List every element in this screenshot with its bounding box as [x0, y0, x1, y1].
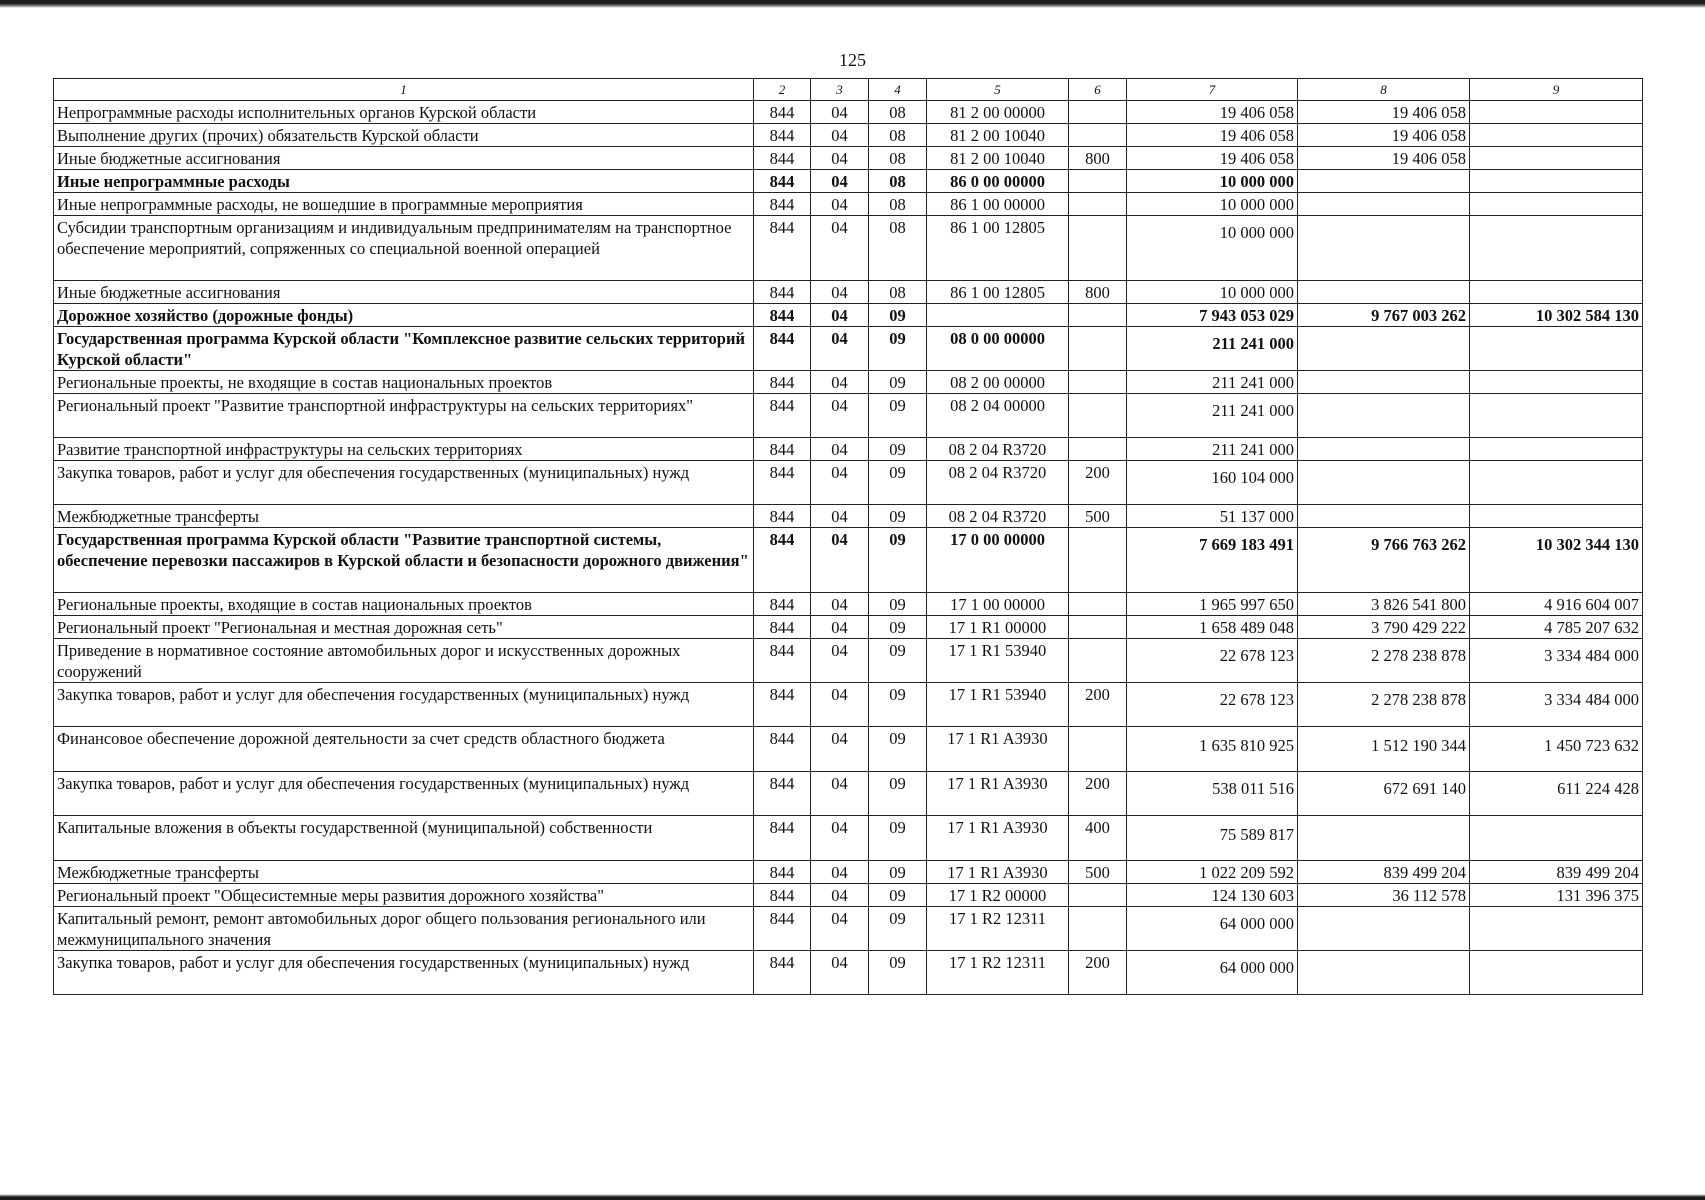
subsection-code-cell: 09 — [869, 884, 927, 907]
amount-col8-cell: 672 691 140 — [1298, 772, 1470, 816]
amount-col9-cell: 10 302 584 130 — [1470, 304, 1643, 327]
amount-col9-cell — [1470, 438, 1643, 461]
amount-col7-cell: 22 678 123 — [1127, 639, 1298, 683]
amount-col7-cell: 211 241 000 — [1127, 327, 1298, 371]
amount-col9-cell: 3 334 484 000 — [1470, 683, 1643, 727]
amount-col9-cell — [1470, 124, 1643, 147]
table-row — [54, 327, 1643, 371]
amount-col8-cell — [1298, 193, 1470, 216]
admin-code-cell: 844 — [754, 461, 811, 505]
expense-type-cell: 800 — [1069, 281, 1127, 304]
section-code-cell: 04 — [811, 147, 869, 170]
amount-col9-cell — [1470, 505, 1643, 528]
amount-col7-cell: 7 943 053 029 — [1127, 304, 1298, 327]
col-header: 3 — [811, 79, 869, 101]
target-article-cell — [927, 304, 1069, 327]
amount-col8-cell: 2 278 238 878 — [1298, 639, 1470, 683]
subsection-code-cell: 09 — [869, 505, 927, 528]
amount-col7-cell: 19 406 058 — [1127, 101, 1298, 124]
row-name-cell: Региональные проекты, не входящие в состав национальных проектов — [54, 371, 754, 394]
admin-code-cell: 844 — [754, 327, 811, 371]
table-row — [54, 505, 1643, 528]
row-name-cell: Выполнение других (прочих) обязательств Курской области — [54, 124, 754, 147]
expense-type-cell: 200 — [1069, 461, 1127, 505]
row-name-cell: Иные бюджетные ассигнования — [54, 281, 754, 304]
table-row — [54, 593, 1643, 616]
row-name-cell: Межбюджетные трансферты — [54, 505, 754, 528]
table-row — [54, 461, 1643, 505]
amount-col7-cell: 64 000 000 — [1127, 907, 1298, 951]
admin-code-cell: 844 — [754, 772, 811, 816]
amount-col7-cell: 22 678 123 — [1127, 683, 1298, 727]
section-code-cell: 04 — [811, 593, 869, 616]
row-name-cell: Государственная программа Курской области "Развитие транспортной системы, обеспечение перевозки пассажиров в Курской области и безопасности дорожного движения" — [54, 528, 754, 593]
expense-type-cell — [1069, 101, 1127, 124]
amount-col8-cell — [1298, 170, 1470, 193]
col-header: 2 — [754, 79, 811, 101]
table-row — [54, 124, 1643, 147]
amount-col8-cell — [1298, 907, 1470, 951]
admin-code-cell: 844 — [754, 124, 811, 147]
row-name-cell: Капитальные вложения в объекты государственной (муниципальной) собственности — [54, 816, 754, 861]
expense-type-cell: 200 — [1069, 951, 1127, 995]
expense-type-cell — [1069, 907, 1127, 951]
subsection-code-cell: 08 — [869, 147, 927, 170]
subsection-code-cell: 08 — [869, 124, 927, 147]
amount-col7-cell: 19 406 058 — [1127, 147, 1298, 170]
subsection-code-cell: 09 — [869, 438, 927, 461]
expense-type-cell — [1069, 170, 1127, 193]
amount-col8-cell: 19 406 058 — [1298, 101, 1470, 124]
table-row — [54, 371, 1643, 394]
amount-col7-cell: 538 011 516 — [1127, 772, 1298, 816]
header-row — [54, 79, 1643, 101]
amount-col8-cell: 19 406 058 — [1298, 124, 1470, 147]
amount-col7-cell: 211 241 000 — [1127, 371, 1298, 394]
amount-col9-cell: 1 450 723 632 — [1470, 727, 1643, 772]
admin-code-cell: 844 — [754, 727, 811, 772]
subsection-code-cell: 09 — [869, 616, 927, 639]
row-name-cell: Региональный проект "Развитие транспортной инфраструктуры на сельских территориях" — [54, 394, 754, 438]
subsection-code-cell: 09 — [869, 861, 927, 884]
amount-col7-cell: 64 000 000 — [1127, 951, 1298, 995]
target-article-cell: 17 1 R1 53940 — [927, 639, 1069, 683]
target-article-cell: 08 2 04 R3720 — [927, 461, 1069, 505]
col-header: 7 — [1127, 79, 1298, 101]
section-code-cell: 04 — [811, 438, 869, 461]
target-article-cell: 86 1 00 12805 — [927, 216, 1069, 281]
row-name-cell: Финансовое обеспечение дорожной деятельности за счет средств областного бюджета — [54, 727, 754, 772]
subsection-code-cell: 08 — [869, 216, 927, 281]
row-name-cell: Закупка товаров, работ и услуг для обеспечения государственных (муниципальных) нужд — [54, 683, 754, 727]
row-name-cell: Субсидии транспортным организациям и индивидуальным предпринимателям на транспортное обеспечение мероприятий, сопряженных со специальной военной операцией — [54, 216, 754, 281]
table-row — [54, 528, 1643, 593]
scan-edge-top — [0, 0, 1705, 8]
section-code-cell: 04 — [811, 727, 869, 772]
amount-col9-cell — [1470, 816, 1643, 861]
amount-col7-cell: 10 000 000 — [1127, 281, 1298, 304]
amount-col8-cell: 9 767 003 262 — [1298, 304, 1470, 327]
row-name-cell: Дорожное хозяйство (дорожные фонды) — [54, 304, 754, 327]
section-code-cell: 04 — [811, 683, 869, 727]
amount-col8-cell — [1298, 327, 1470, 371]
admin-code-cell: 844 — [754, 616, 811, 639]
subsection-code-cell: 09 — [869, 907, 927, 951]
amount-col7-cell: 211 241 000 — [1127, 438, 1298, 461]
target-article-cell: 17 1 R1 A3930 — [927, 816, 1069, 861]
section-code-cell: 04 — [811, 170, 869, 193]
section-code-cell: 04 — [811, 861, 869, 884]
amount-col8-cell — [1298, 216, 1470, 281]
table-row — [54, 816, 1643, 861]
col-header: 6 — [1069, 79, 1127, 101]
amount-col9-cell — [1470, 951, 1643, 995]
amount-col8-cell: 3 790 429 222 — [1298, 616, 1470, 639]
amount-col7-cell: 1 658 489 048 — [1127, 616, 1298, 639]
row-name-cell: Капитальный ремонт, ремонт автомобильных дорог общего пользования регионального или межмуниципального значения — [54, 907, 754, 951]
amount-col8-cell — [1298, 461, 1470, 505]
subsection-code-cell: 09 — [869, 639, 927, 683]
expense-type-cell: 800 — [1069, 147, 1127, 170]
subsection-code-cell: 09 — [869, 304, 927, 327]
expense-type-cell — [1069, 528, 1127, 593]
row-name-cell: Иные бюджетные ассигнования — [54, 147, 754, 170]
subsection-code-cell: 08 — [869, 170, 927, 193]
admin-code-cell: 844 — [754, 394, 811, 438]
subsection-code-cell: 09 — [869, 327, 927, 371]
admin-code-cell: 844 — [754, 593, 811, 616]
amount-col7-cell: 124 130 603 — [1127, 884, 1298, 907]
target-article-cell: 17 1 R1 53940 — [927, 683, 1069, 727]
amount-col8-cell: 9 766 763 262 — [1298, 528, 1470, 593]
subsection-code-cell: 09 — [869, 951, 927, 995]
table-row — [54, 727, 1643, 772]
row-name-cell: Иные непрограммные расходы, не вошедшие в программные мероприятия — [54, 193, 754, 216]
section-code-cell: 04 — [811, 193, 869, 216]
target-article-cell: 08 2 04 R3720 — [927, 438, 1069, 461]
row-name-cell: Непрограммные расходы исполнительных органов Курской области — [54, 101, 754, 124]
subsection-code-cell: 08 — [869, 101, 927, 124]
page-number: 125 — [839, 50, 866, 70]
expense-type-cell — [1069, 394, 1127, 438]
expense-type-cell — [1069, 193, 1127, 216]
expense-type-cell: 200 — [1069, 683, 1127, 727]
table-row — [54, 304, 1643, 327]
amount-col7-cell: 51 137 000 — [1127, 505, 1298, 528]
row-name-cell: Развитие транспортной инфраструктуры на сельских территориях — [54, 438, 754, 461]
subsection-code-cell: 09 — [869, 727, 927, 772]
target-article-cell: 86 0 00 00000 — [927, 170, 1069, 193]
section-code-cell: 04 — [811, 371, 869, 394]
expense-type-cell: 200 — [1069, 772, 1127, 816]
amount-col8-cell: 19 406 058 — [1298, 147, 1470, 170]
col-header: 5 — [927, 79, 1069, 101]
admin-code-cell: 844 — [754, 861, 811, 884]
amount-col9-cell — [1470, 461, 1643, 505]
admin-code-cell: 844 — [754, 907, 811, 951]
target-article-cell: 86 1 00 12805 — [927, 281, 1069, 304]
amount-col9-cell — [1470, 101, 1643, 124]
table-row — [54, 193, 1643, 216]
amount-col9-cell: 4 916 604 007 — [1470, 593, 1643, 616]
table-row — [54, 438, 1643, 461]
expense-type-cell — [1069, 124, 1127, 147]
target-article-cell: 17 1 R2 12311 — [927, 907, 1069, 951]
target-article-cell: 08 2 04 R3720 — [927, 505, 1069, 528]
expense-type-cell — [1069, 593, 1127, 616]
expense-type-cell — [1069, 216, 1127, 281]
target-article-cell: 17 1 R1 A3930 — [927, 727, 1069, 772]
admin-code-cell: 844 — [754, 147, 811, 170]
row-name-cell: Региональный проект "Региональная и местная дорожная сеть" — [54, 616, 754, 639]
amount-col7-cell: 1 022 209 592 — [1127, 861, 1298, 884]
row-name-cell: Государственная программа Курской области "Комплексное развитие сельских территорий Курской области" — [54, 327, 754, 371]
expense-type-cell: 500 — [1069, 861, 1127, 884]
admin-code-cell: 844 — [754, 371, 811, 394]
amount-col7-cell: 160 104 000 — [1127, 461, 1298, 505]
amount-col8-cell — [1298, 438, 1470, 461]
table-row — [54, 394, 1643, 438]
subsection-code-cell: 08 — [869, 193, 927, 216]
expense-type-cell — [1069, 371, 1127, 394]
admin-code-cell: 844 — [754, 683, 811, 727]
amount-col7-cell: 1 635 810 925 — [1127, 727, 1298, 772]
section-code-cell: 04 — [811, 216, 869, 281]
expense-type-cell — [1069, 727, 1127, 772]
expense-type-cell — [1069, 327, 1127, 371]
expense-type-cell: 500 — [1069, 505, 1127, 528]
target-article-cell: 17 0 00 00000 — [927, 528, 1069, 593]
section-code-cell: 04 — [811, 461, 869, 505]
admin-code-cell: 844 — [754, 101, 811, 124]
amount-col7-cell: 19 406 058 — [1127, 124, 1298, 147]
row-name-cell: Приведение в нормативное состояние автомобильных дорог и искусственных дорожных сооружений — [54, 639, 754, 683]
section-code-cell: 04 — [811, 124, 869, 147]
amount-col9-cell — [1470, 193, 1643, 216]
section-code-cell: 04 — [811, 951, 869, 995]
amount-col8-cell: 2 278 238 878 — [1298, 683, 1470, 727]
amount-col9-cell — [1470, 170, 1643, 193]
amount-col8-cell: 36 112 578 — [1298, 884, 1470, 907]
row-name-cell: Закупка товаров, работ и услуг для обеспечения государственных (муниципальных) нужд — [54, 772, 754, 816]
amount-col8-cell — [1298, 281, 1470, 304]
section-code-cell: 04 — [811, 616, 869, 639]
amount-col9-cell: 4 785 207 632 — [1470, 616, 1643, 639]
col-header: 8 — [1298, 79, 1470, 101]
scan-edge-bottom — [0, 1194, 1705, 1200]
target-article-cell: 17 1 00 00000 — [927, 593, 1069, 616]
section-code-cell: 04 — [811, 394, 869, 438]
section-code-cell: 04 — [811, 505, 869, 528]
section-code-cell: 04 — [811, 101, 869, 124]
section-code-cell: 04 — [811, 281, 869, 304]
amount-col7-cell: 211 241 000 — [1127, 394, 1298, 438]
table-row — [54, 101, 1643, 124]
row-name-cell: Региональный проект "Общесистемные меры развития дорожного хозяйства" — [54, 884, 754, 907]
col-header: 4 — [869, 79, 927, 101]
admin-code-cell: 844 — [754, 951, 811, 995]
admin-code-cell: 844 — [754, 304, 811, 327]
amount-col9-cell — [1470, 216, 1643, 281]
target-article-cell: 17 1 R1 A3930 — [927, 861, 1069, 884]
target-article-cell: 81 2 00 10040 — [927, 124, 1069, 147]
target-article-cell: 17 1 R1 A3930 — [927, 772, 1069, 816]
target-article-cell: 86 1 00 00000 — [927, 193, 1069, 216]
col-header: 9 — [1470, 79, 1643, 101]
subsection-code-cell: 09 — [869, 461, 927, 505]
table-row — [54, 216, 1643, 281]
section-code-cell: 04 — [811, 528, 869, 593]
admin-code-cell: 844 — [754, 281, 811, 304]
target-article-cell: 08 0 00 00000 — [927, 327, 1069, 371]
target-article-cell: 17 1 R2 12311 — [927, 951, 1069, 995]
section-code-cell: 04 — [811, 304, 869, 327]
amount-col8-cell: 839 499 204 — [1298, 861, 1470, 884]
table-row — [54, 907, 1643, 951]
admin-code-cell: 844 — [754, 528, 811, 593]
expense-type-cell — [1069, 438, 1127, 461]
target-article-cell: 08 2 04 00000 — [927, 394, 1069, 438]
budget-table — [53, 78, 1643, 995]
admin-code-cell: 844 — [754, 193, 811, 216]
amount-col8-cell — [1298, 394, 1470, 438]
section-code-cell: 04 — [811, 639, 869, 683]
table-row — [54, 147, 1643, 170]
section-code-cell: 04 — [811, 884, 869, 907]
target-article-cell: 81 2 00 00000 — [927, 101, 1069, 124]
amount-col7-cell: 1 965 997 650 — [1127, 593, 1298, 616]
table-row — [54, 616, 1643, 639]
amount-col8-cell: 3 826 541 800 — [1298, 593, 1470, 616]
table-row — [54, 884, 1643, 907]
admin-code-cell: 844 — [754, 816, 811, 861]
amount-col8-cell — [1298, 371, 1470, 394]
row-name-cell: Закупка товаров, работ и услуг для обеспечения государственных (муниципальных) нужд — [54, 461, 754, 505]
subsection-code-cell: 08 — [869, 281, 927, 304]
subsection-code-cell: 09 — [869, 528, 927, 593]
table-row — [54, 951, 1643, 995]
target-article-cell: 17 1 R1 00000 — [927, 616, 1069, 639]
amount-col7-cell: 10 000 000 — [1127, 216, 1298, 281]
expense-type-cell — [1069, 639, 1127, 683]
amount-col9-cell — [1470, 281, 1643, 304]
col-header: 1 — [54, 79, 754, 101]
target-article-cell: 17 1 R2 00000 — [927, 884, 1069, 907]
target-article-cell: 08 2 00 00000 — [927, 371, 1069, 394]
table-body — [54, 101, 1643, 995]
admin-code-cell: 844 — [754, 884, 811, 907]
subsection-code-cell: 09 — [869, 593, 927, 616]
row-name-cell: Иные непрограммные расходы — [54, 170, 754, 193]
row-name-cell: Региональные проекты, входящие в состав национальных проектов — [54, 593, 754, 616]
amount-col8-cell — [1298, 951, 1470, 995]
amount-col9-cell: 10 302 344 130 — [1470, 528, 1643, 593]
amount-col9-cell — [1470, 371, 1643, 394]
subsection-code-cell: 09 — [869, 683, 927, 727]
table-row — [54, 281, 1643, 304]
subsection-code-cell: 09 — [869, 816, 927, 861]
amount-col8-cell: 1 512 190 344 — [1298, 727, 1470, 772]
amount-col9-cell — [1470, 907, 1643, 951]
amount-col7-cell: 10 000 000 — [1127, 193, 1298, 216]
amount-col8-cell — [1298, 505, 1470, 528]
amount-col7-cell: 10 000 000 — [1127, 170, 1298, 193]
row-name-cell: Межбюджетные трансферты — [54, 861, 754, 884]
amount-col7-cell: 75 589 817 — [1127, 816, 1298, 861]
amount-col9-cell: 611 224 428 — [1470, 772, 1643, 816]
expense-type-cell — [1069, 304, 1127, 327]
table-row — [54, 639, 1643, 683]
subsection-code-cell: 09 — [869, 371, 927, 394]
amount-col9-cell: 839 499 204 — [1470, 861, 1643, 884]
row-name-cell: Закупка товаров, работ и услуг для обеспечения государственных (муниципальных) нужд — [54, 951, 754, 995]
amount-col9-cell — [1470, 327, 1643, 371]
subsection-code-cell: 09 — [869, 394, 927, 438]
expense-type-cell: 400 — [1069, 816, 1127, 861]
table-row — [54, 170, 1643, 193]
section-code-cell: 04 — [811, 327, 869, 371]
admin-code-cell: 844 — [754, 170, 811, 193]
table-row — [54, 683, 1643, 727]
section-code-cell: 04 — [811, 907, 869, 951]
amount-col7-cell: 7 669 183 491 — [1127, 528, 1298, 593]
amount-col9-cell — [1470, 394, 1643, 438]
section-code-cell: 04 — [811, 816, 869, 861]
table-row — [54, 772, 1643, 816]
section-code-cell: 04 — [811, 772, 869, 816]
expense-type-cell — [1069, 884, 1127, 907]
amount-col9-cell: 131 396 375 — [1470, 884, 1643, 907]
admin-code-cell: 844 — [754, 639, 811, 683]
expense-type-cell — [1069, 616, 1127, 639]
amount-col9-cell — [1470, 147, 1643, 170]
admin-code-cell: 844 — [754, 438, 811, 461]
admin-code-cell: 844 — [754, 505, 811, 528]
amount-col9-cell: 3 334 484 000 — [1470, 639, 1643, 683]
target-article-cell: 81 2 00 10040 — [927, 147, 1069, 170]
table-row — [54, 861, 1643, 884]
subsection-code-cell: 09 — [869, 772, 927, 816]
amount-col8-cell — [1298, 816, 1470, 861]
admin-code-cell: 844 — [754, 216, 811, 281]
